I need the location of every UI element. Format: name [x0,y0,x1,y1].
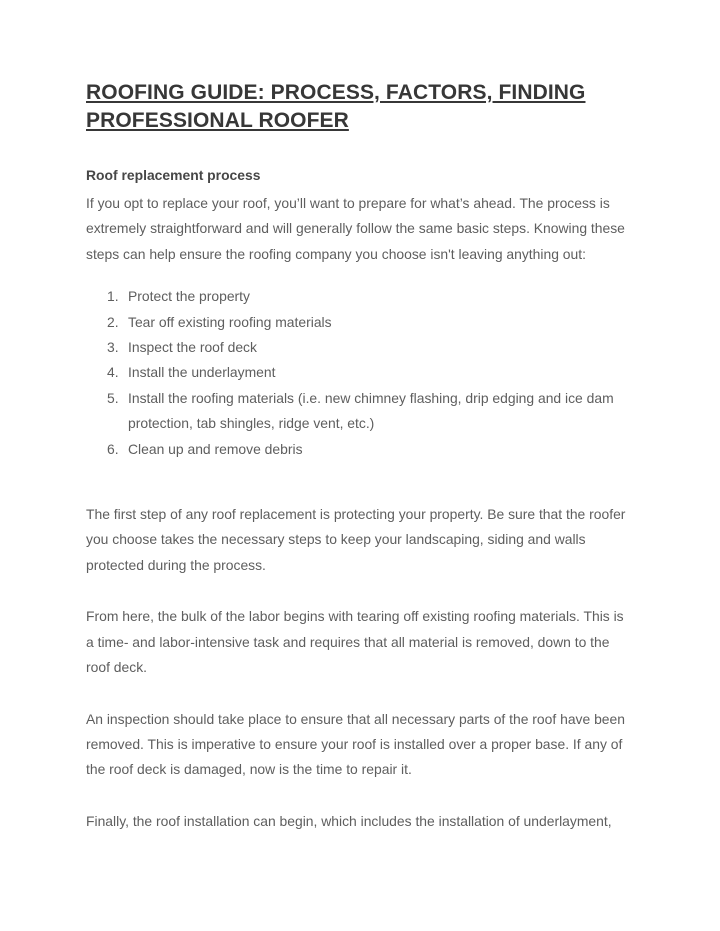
section-heading: Roof replacement process [86,167,261,183]
list-item: Inspect the roof deck [128,339,257,356]
list-item: Install the underlayment [128,364,276,381]
intro-paragraph: If you opt to replace your roof, you’ll want to prepare for what’s ahead. The process is extremely straightforward and will generally follow the same basic steps. Knowing these steps can help ensure the roofing company you choose isn't leaving anything out: [86,195,625,262]
body-paragraph: From here, the bulk of the labor begins with tearing off existing roofing materials. This is a time- and labor-intensive task and requires that all material is removed, down to the roof deck. [86,608,624,676]
list-item: Tear off existing roofing materials [128,313,332,330]
list-item: Install the roofing materials (i.e. new chimney flashing, drip edging and ice dam protection, tab shingles, ridge vent, etc.) [128,389,614,432]
list-item: Protect the property [128,288,250,305]
body-paragraph: Finally, the roof installation can begin, which includes the installation of underlayment, [86,812,612,829]
list-item: Clean up and remove debris [128,440,303,457]
body-paragraph: An inspection should take place to ensure that all necessary parts of the roof have been removed. This is imperative to ensure your roof is installed over a proper base. If any of the roof deck is damaged, now is the time to repair it. [86,710,625,778]
roof-replacement-steps-list [86,284,634,462]
body-paragraph: The first step of any roof replacement is protecting your property. Be sure that the roofer you choose takes the necessary steps to keep your landscaping, siding and walls protected during the process. [86,506,626,573]
document-title: ROOFING GUIDE: PROCESS, FACTORS, FINDING PROFESSIONAL ROOFER [86,81,586,132]
